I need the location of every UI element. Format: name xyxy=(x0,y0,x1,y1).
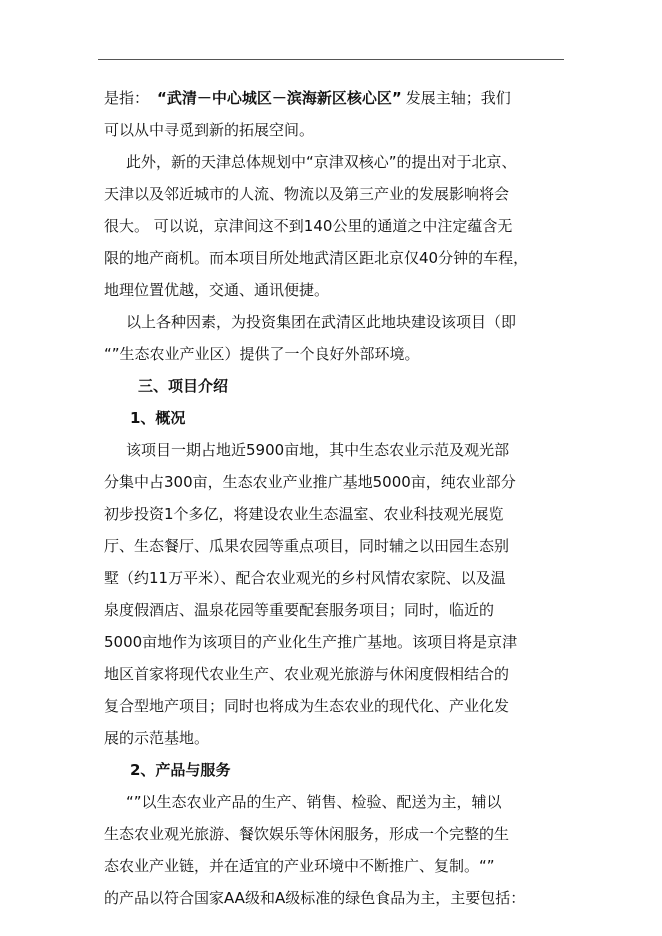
body-line: “”生态农业产业区）提供了一个良好外部环境。 xyxy=(104,345,420,363)
body-line: 生态农业观光旅游、餐饮娱乐等休闲服务，形成一个完整的生 xyxy=(104,825,510,843)
body-line: 此外，新的天津总体规划中“京津双核心”的提出对于北京、 xyxy=(126,153,517,171)
body-line: 可以从中寻觅到新的拓展空间。 xyxy=(104,121,315,139)
body-line: 泉度假酒店、温泉花园等重要配套服务项目；同时，临近的 xyxy=(104,601,495,619)
header-rule xyxy=(98,59,564,60)
body-line: 展的示范基地。 xyxy=(104,729,210,747)
body-line: 很大。 可以说，京津间这不到140公里的通道之中注定蕴含无 xyxy=(104,217,513,235)
subsection-heading: 2、产品与服务 xyxy=(130,761,231,779)
body-line: 墅（约11万平米）、配合农业观光的乡村风情农家院、以及温 xyxy=(104,569,506,587)
body-line: 复合型地产项目；同时也将成为生态农业的现代化、产业化发 xyxy=(104,697,510,715)
subsection-heading: 1、概况 xyxy=(130,409,186,427)
body-line: 该项目一期占地近5900亩地，其中生态农业示范及观光部 xyxy=(126,441,510,459)
body-line: 初步投资1个多亿，将建设农业生态温室、农业科技观光展览 xyxy=(104,505,504,523)
body-line: 地区首家将现代农业生产、农业观光旅游与休闲度假相结合的 xyxy=(104,665,510,683)
body-line: 的产品以符合国家AA级和A级标准的绿色食品为主，主要包括： xyxy=(104,889,526,907)
body-line: 分集中占300亩，生态农业产业推广基地5000亩，纯农业部分 xyxy=(104,473,516,491)
section-heading: 三、项目介绍 xyxy=(138,377,229,395)
body-line: 限的地产商机。而本项目所处地武清区距北京仅40分钟的车程， xyxy=(104,249,529,267)
body-line: 地理位置优越，交通、通讯便捷。 xyxy=(104,281,330,299)
line-tail: 发展主轴；我们 xyxy=(405,89,511,107)
body-line xyxy=(104,89,511,107)
emphasis-text: “武清－中心城区－滨海新区核心区” xyxy=(157,89,402,107)
body-line: “”以生态农业产品的生产、销售、检验、配送为主，辅以 xyxy=(126,793,502,811)
body-line: 以上各种因素，为投资集团在武清区此地块建设该项目（即 xyxy=(126,313,517,331)
line-lead: 是指： xyxy=(104,89,150,107)
body-line: 厅、生态餐厅、瓜果农园等重点项目，同时辅之以田园生态别 xyxy=(104,537,510,555)
body-line: 态农业产业链，并在适宜的产业环境中不断推广、复制。“” xyxy=(104,857,495,875)
body-line: 5000亩地作为该项目的产业化生产推广基地。该项目将是京津 xyxy=(104,633,518,651)
body-line: 天津以及邻近城市的人流、物流以及第三产业的发展影响将会 xyxy=(104,185,510,203)
